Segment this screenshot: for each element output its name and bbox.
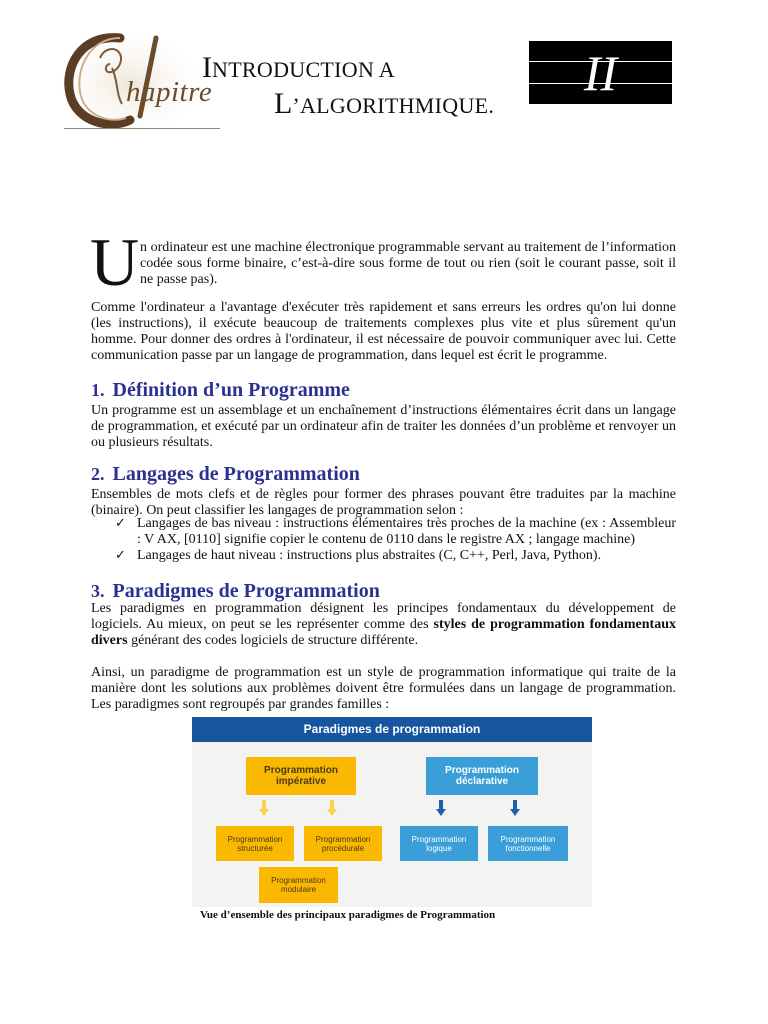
section-3-text-end: générant des codes logiciels de structure différente. [127,633,419,648]
box-line: Programmation [445,765,519,776]
box-declarative [426,757,538,795]
section-title: Langages de Programmation [112,463,360,485]
section-3-text-bold: styles de programmation fondamentaux divers [91,617,676,648]
box-line: Programmation [315,834,371,844]
language-levels-list [115,516,676,564]
paradigms-diagram [192,717,592,907]
list-item-text: Langages de bas niveau : instructions élémentaires très proches de la machine (ex : Assembleur : V AX, [0110] signifie copier le contenu de 0110 dans le registre AX ; langage machine) [137,516,676,547]
box-imperative [246,757,356,795]
list-item-text: Langages de haut niveau : instructions plus abstraites (C, C++, Perl, Java, Python). [137,548,602,563]
box-line: Programmation [227,834,283,844]
section-number: 3. [91,581,105,601]
section-title: Paradigmes de Programmation [112,580,380,602]
diagram-title: Paradigmes de programmation [192,717,592,742]
section-heading-3 [91,580,380,602]
drop-cap: U [90,224,140,300]
box-line: fonctionnelle [505,843,551,853]
box-modular [259,867,338,903]
section-3-text-2: Ainsi, un paradigme de programmation est un style de programmation informatique qui traite de la manière dont les solutions aux problèmes doivent être formulées dans un langage de programmation. Les paradigmes sont regroupés par grandes familles : [91,665,676,712]
box-line: Programmation [264,765,338,776]
arrow-down-icon [436,800,446,816]
chapter-numeral: II [583,45,618,101]
section-2-text: Ensembles de mots clefs et de règles pour former des phrases pouvant être traduites par la machine (binaire). On peut classifier les langages de programmation selon : [91,487,676,518]
section-number: 1. [91,380,105,400]
title-rest-2: ’ALGORITHMIQUE. [292,93,495,118]
section-1-text: Un programme est un assemblage et un enchaînement d’instructions élémentaires écrit dans un langage de programmation, et exécuté par un ordinateur afin de traiter les données d’un problème et renvoyer un ou plusieurs résultats. [91,403,676,450]
section-heading-2 [91,463,360,485]
page-title-line-2 [274,88,494,122]
arrow-down-icon [259,800,269,816]
title-rest-1: NTRODUCTION A [212,57,395,82]
logo-word: hapitre [126,76,213,108]
box-structured [216,826,294,861]
section-3-text-start: Les paradigmes en programmation désignent les principes fondamentaux du développement de logiciels. Au mieux, on peut se les représenter comme des [91,601,676,632]
section-heading-1 [91,379,350,401]
box-line: logique [426,843,452,853]
logo-divider [64,128,220,129]
section-title: Définition d’un Programme [112,379,350,401]
intro-paragraph-2: Comme l'ordinateur a l'avantage d'exécuter très rapidement et sans erreurs les ordres qu'on lui donne (les instructions), il exécute beaucoup de traitements complexes plus vite et plus sûrement qu'un homme. Pour donner des ordres à l'ordinateur, il est nécessaire de pouvoir communiquer avec lui. Cette communication passe par un langage de programmation, dans lequel est écrit le programme. [91,300,676,363]
box-line: déclarative [455,776,509,787]
check-icon: ✓ [115,516,126,531]
box-procedural [304,826,382,861]
box-line: Programmation [411,834,467,844]
intro-paragraph-1: n ordinateur est une machine électronique programmable servant au traitement de l’information codée sous forme binaire, c’est-à-dire sous forme de tout ou rien (soit le courant passe, soit il ne passe pas). [140,240,676,287]
box-line: structurée [237,843,273,853]
box-line: modulaire [280,885,317,894]
arrow-down-icon [327,800,337,816]
section-3-text [91,601,676,649]
box-line: Programmation [500,834,556,844]
box-line: Programmation [271,876,326,885]
check-icon: ✓ [115,548,126,563]
diagram-caption: Vue d’ensemble des principaux paradigmes de Programmation [200,909,496,921]
box-functional [488,826,568,861]
page-title-line-1 [202,52,395,86]
box-line: procédurale [321,843,365,853]
arrow-down-icon [510,800,520,816]
section-number: 2. [91,464,105,484]
title-initial-i: I [202,51,212,84]
list-item [115,548,676,564]
box-logical [400,826,478,861]
box-line: impérative [275,776,327,787]
list-item [115,516,676,548]
chapter-number-badge [529,41,672,104]
title-initial-l: L [274,87,293,120]
